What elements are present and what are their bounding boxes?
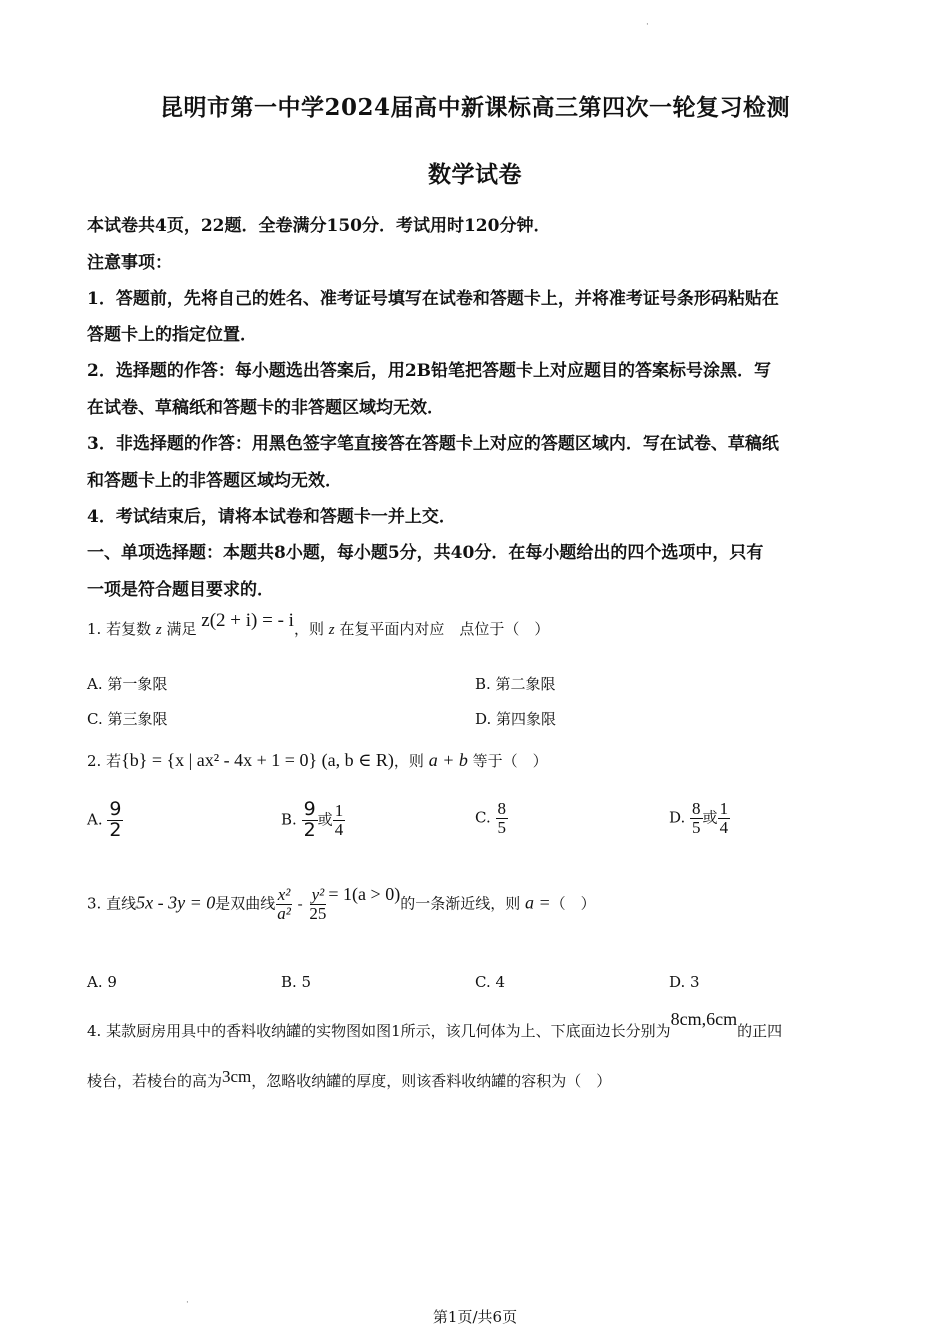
q3-line-equation: 5x - 3y = 0 bbox=[136, 892, 216, 913]
section-heading: 一、单项选择题：本题共8小题，每小题5分，共40分．在每小题给出的四个选项中，只有 bbox=[87, 543, 764, 563]
q1-suffix-var: z bbox=[328, 622, 335, 638]
q3-option-c: C. 4 bbox=[475, 973, 506, 991]
q4-dimensions: 8cm,6cm bbox=[670, 1009, 738, 1029]
scan-dot: · bbox=[646, 20, 649, 30]
exam-title: 昆明市第一中学2024届高中新课标高三第四次一轮复习检测 bbox=[159, 94, 790, 121]
question-1 bbox=[87, 610, 550, 640]
numerator: 8 bbox=[497, 799, 506, 818]
numerator: 8 bbox=[692, 799, 701, 818]
q2-suffix-a: ，则 bbox=[393, 752, 424, 770]
denominator: 5 bbox=[497, 817, 506, 837]
denominator: 2 bbox=[109, 818, 122, 841]
denominator: 25 bbox=[309, 903, 327, 923]
intro-text: 本试卷共4页，22题．全卷满分150分．考试用时120分钟． bbox=[87, 216, 551, 236]
numerator: x² bbox=[277, 885, 291, 904]
q2-set-equation: {b} = {x | ax² - 4x + 1 = 0} (a, b ∈ R) bbox=[121, 750, 394, 770]
question-2 bbox=[87, 750, 548, 771]
numerator: 9 bbox=[109, 798, 122, 820]
page-footer: 第1页/共6页 bbox=[432, 1308, 518, 1326]
q1-suffix-b: 在复平面内对应 点位于（ ） bbox=[339, 620, 550, 638]
q2-option-c bbox=[475, 800, 508, 837]
q4-height: 3cm bbox=[222, 1067, 252, 1086]
q3-ask: a = bbox=[524, 892, 551, 913]
q2-suffix-b: 等于（ ） bbox=[472, 752, 548, 770]
q2-option-d bbox=[669, 800, 730, 837]
q3-option-b: B. 5 bbox=[281, 973, 312, 991]
q4-text-a: 4. 某款厨房用具中的香料收纳罐的实物图如图1所示，该几何体为上、下底面边长分别为 bbox=[87, 1022, 671, 1040]
q2-b-fraction-2 bbox=[333, 802, 346, 839]
notice-line: 2．选择题的作答：每小题选出答案后，用2B铅笔把答题卡上对应题目的答案标号涂黑．写 bbox=[87, 361, 772, 381]
q3-option-d: D. 3 bbox=[669, 973, 700, 991]
notice-line: 在试卷、草稿纸和答题卡的非答题区域均无效． bbox=[87, 398, 444, 418]
q3-suffix: 的一条渐近线，则 bbox=[400, 894, 521, 913]
notice-line: 1．答题前，先将自己的姓名、准考证号填写在试卷和答题卡上，并将准考证号条形码粘贴在 bbox=[87, 289, 779, 309]
q3-minus: - bbox=[297, 896, 303, 913]
notice-line: 答题卡上的指定位置． bbox=[87, 325, 257, 345]
numerator: 9 bbox=[303, 798, 316, 820]
q4-text-c: 棱台，若棱台的高为 bbox=[87, 1072, 223, 1090]
question-4-line-1 bbox=[87, 1009, 783, 1041]
q4-text-d: ，忽略收纳罐的厚度，则该香料收纳罐的容积为（ ） bbox=[251, 1072, 612, 1090]
q2-c-fraction bbox=[496, 800, 509, 837]
denominator: a² bbox=[277, 903, 291, 923]
q3-fraction-x bbox=[275, 886, 293, 923]
q1-equation: z(2 + i) = - i bbox=[201, 610, 294, 631]
q3-rhs: = 1(a > 0) bbox=[328, 884, 401, 905]
q3-mid: 是双曲线 bbox=[215, 894, 276, 913]
notice-heading: 注意事项： bbox=[87, 253, 172, 273]
q3-fraction-y bbox=[307, 886, 328, 923]
denominator: 4 bbox=[719, 817, 729, 837]
question-3 bbox=[87, 886, 596, 923]
q4-text-b: 的正四 bbox=[737, 1022, 783, 1040]
q1-suffix-a: ，则 bbox=[293, 620, 324, 638]
q2-b-fraction-1 bbox=[302, 800, 318, 841]
q3-end: （ ） bbox=[550, 894, 596, 913]
q1-option-b: B. 第二象限 bbox=[475, 675, 556, 693]
q2-d-fraction-1 bbox=[690, 800, 703, 837]
notice-line: 和答题卡上的非答题区域均无效． bbox=[87, 471, 342, 491]
q2-sum: a + b bbox=[428, 750, 468, 770]
q2-option-a bbox=[87, 800, 123, 841]
section-heading-cont: 一项是符合题目要求的． bbox=[87, 580, 274, 600]
denominator: 4 bbox=[334, 819, 344, 839]
q1-mid: 满足 bbox=[166, 620, 197, 638]
q1-option-a: A. 第一象限 bbox=[87, 675, 168, 693]
question-4-line-2 bbox=[87, 1067, 612, 1091]
q1-var: z bbox=[155, 622, 162, 638]
numerator: 1 bbox=[334, 801, 344, 821]
denominator: 2 bbox=[303, 818, 316, 841]
q2-b-or: 或 bbox=[317, 810, 333, 829]
q2-c-label: C. bbox=[475, 808, 491, 827]
q2-option-b bbox=[281, 800, 345, 841]
q2-a-label: A. bbox=[87, 810, 103, 829]
numerator: y² bbox=[311, 885, 325, 904]
q1-option-d: D. 第四象限 bbox=[475, 710, 557, 728]
q2-d-or: 或 bbox=[702, 808, 718, 827]
numerator: 1 bbox=[719, 799, 729, 818]
notice-line: 4．考试结束后，请将本试卷和答题卡一并上交． bbox=[87, 507, 456, 527]
q2-a-fraction bbox=[107, 800, 123, 841]
q2-d-label: D. bbox=[669, 808, 686, 827]
scan-dot: · bbox=[186, 1298, 189, 1308]
denominator: 5 bbox=[692, 817, 701, 837]
q3-option-a: A. 9 bbox=[87, 973, 117, 991]
exam-subtitle: 数学试卷 bbox=[428, 161, 522, 188]
q2-b-label: B. bbox=[281, 810, 297, 829]
notice-line: 3．非选择题的作答：用黑色签字笔直接答在答题卡上对应的答题区域内．写在试卷、草稿纸 bbox=[87, 434, 779, 454]
q2-prefix: 2. 若 bbox=[87, 752, 122, 770]
q3-prefix: 3. 直线 bbox=[87, 894, 137, 913]
q1-prefix: 1. 若复数 bbox=[87, 620, 152, 638]
q2-d-fraction-2 bbox=[718, 800, 731, 837]
q1-option-c: C. 第三象限 bbox=[87, 710, 168, 728]
